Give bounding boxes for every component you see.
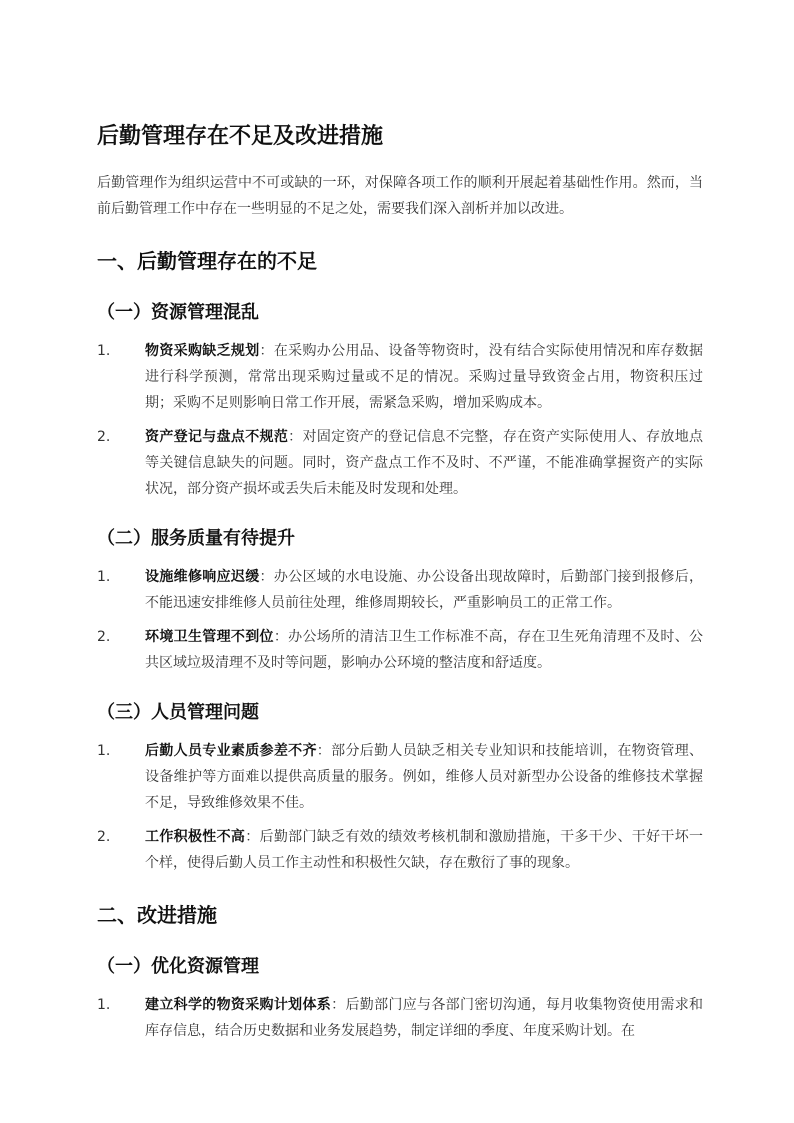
subsection-heading: （二）服务质量有待提升	[97, 528, 295, 549]
list-separator: ：	[259, 569, 274, 585]
list-separator: ：	[316, 743, 332, 759]
intro-paragraph: 后勤管理作为组织运营中不可或缺的一环，对保障各项工作的顺利开展起着基础性作用。然而，当前后勤管理工作中存在一些明显的不足之处，需要我们深入剖析并加以改进。	[97, 175, 703, 217]
document-page	[97, 120, 703, 1052]
list-term: 后勤人员专业素质参差不齐	[145, 743, 317, 759]
list-number: 2.	[97, 629, 111, 645]
list-item	[97, 624, 703, 676]
list-number: 1.	[97, 743, 111, 759]
numbered-list	[97, 738, 703, 876]
list-text: 办公区域的水电设施、办公设备出现故障时，后勤部门接到报修后，不能迅速安排维修人员前往处理，维修周期较长，严重影响员工的正常工作。	[145, 569, 704, 611]
numbered-list	[97, 992, 703, 1044]
list-number: 1.	[97, 997, 111, 1013]
subsection-heading: （三）人员管理问题	[97, 702, 259, 723]
section-heading: 二、改进措施	[97, 903, 217, 927]
list-item	[97, 992, 703, 1044]
list-term: 设施维修响应迟缓	[145, 569, 260, 585]
list-text: 后勤部门应与各部门密切沟通，每月收集物资使用需求和库存信息，结合历史数据和业务发展趋势，制定详细的季度、年度采购计划。在	[145, 997, 704, 1039]
list-term: 资产登记与盘点不规范	[145, 429, 289, 445]
subsection-heading: （一）资源管理混乱	[97, 302, 259, 323]
list-term: 工作积极性不高	[145, 829, 246, 845]
list-term: 环境卫生管理不到位	[145, 629, 274, 645]
list-number: 1.	[97, 569, 111, 585]
list-separator: ：	[331, 997, 346, 1013]
list-separator: ：	[273, 629, 289, 645]
list-item	[97, 424, 703, 502]
list-text: 后勤部门缺乏有效的绩效考核机制和激励措施，干多干少、干好干坏一个样，使得后勤人员工作主动性和积极性欠缺，存在敷衍了事的现象。	[145, 829, 704, 871]
list-number: 1.	[97, 343, 111, 359]
numbered-list	[97, 564, 703, 676]
list-text: 在采购办公用品、设备等物资时，没有结合实际使用情况和库存数据进行科学预测，常常出现采购过量或不足的情况。采购过量导致资金占用，物资积压过期；采购不足则影响日常工作开展，需紧急采购，增加采购成本。	[145, 343, 704, 411]
subsection-heading: （一）优化资源管理	[97, 956, 259, 977]
list-text: 办公场所的清洁卫生工作标准不高，存在卫生死角清理不及时、公共区域垃圾清理不及时等问题，影响办公环境的整洁度和舒适度。	[145, 629, 704, 671]
list-text: 对固定资产的登记信息不完整，存在资产实际使用人、存放地点等关键信息缺失的问题。同时，资产盘点工作不及时、不严谨，不能准确掌握资产的实际状况，部分资产损坏或丢失后未能及时发现和处理。	[145, 429, 704, 497]
list-item	[97, 564, 703, 616]
document-title: 后勤管理存在不足及改进措施	[97, 124, 384, 149]
list-separator: ：	[259, 343, 274, 359]
list-term: 物资采购缺乏规划	[145, 343, 260, 359]
list-item	[97, 738, 703, 816]
list-number: 2.	[97, 429, 111, 445]
list-separator: ：	[288, 429, 303, 445]
list-separator: ：	[245, 829, 260, 845]
list-item	[97, 824, 703, 876]
list-number: 2.	[97, 829, 111, 845]
list-term: 建立科学的物资采购计划体系	[145, 997, 332, 1013]
section-heading: 一、后勤管理存在的不足	[97, 249, 317, 273]
numbered-list	[97, 338, 703, 502]
list-item	[97, 338, 703, 416]
list-text: 部分后勤人员缺乏相关专业知识和技能培训，在物资管理、设备维护等方面难以提供高质量的服务。例如，维修人员对新型办公设备的维修技术掌握不足，导致维修效果不佳。	[145, 743, 704, 811]
